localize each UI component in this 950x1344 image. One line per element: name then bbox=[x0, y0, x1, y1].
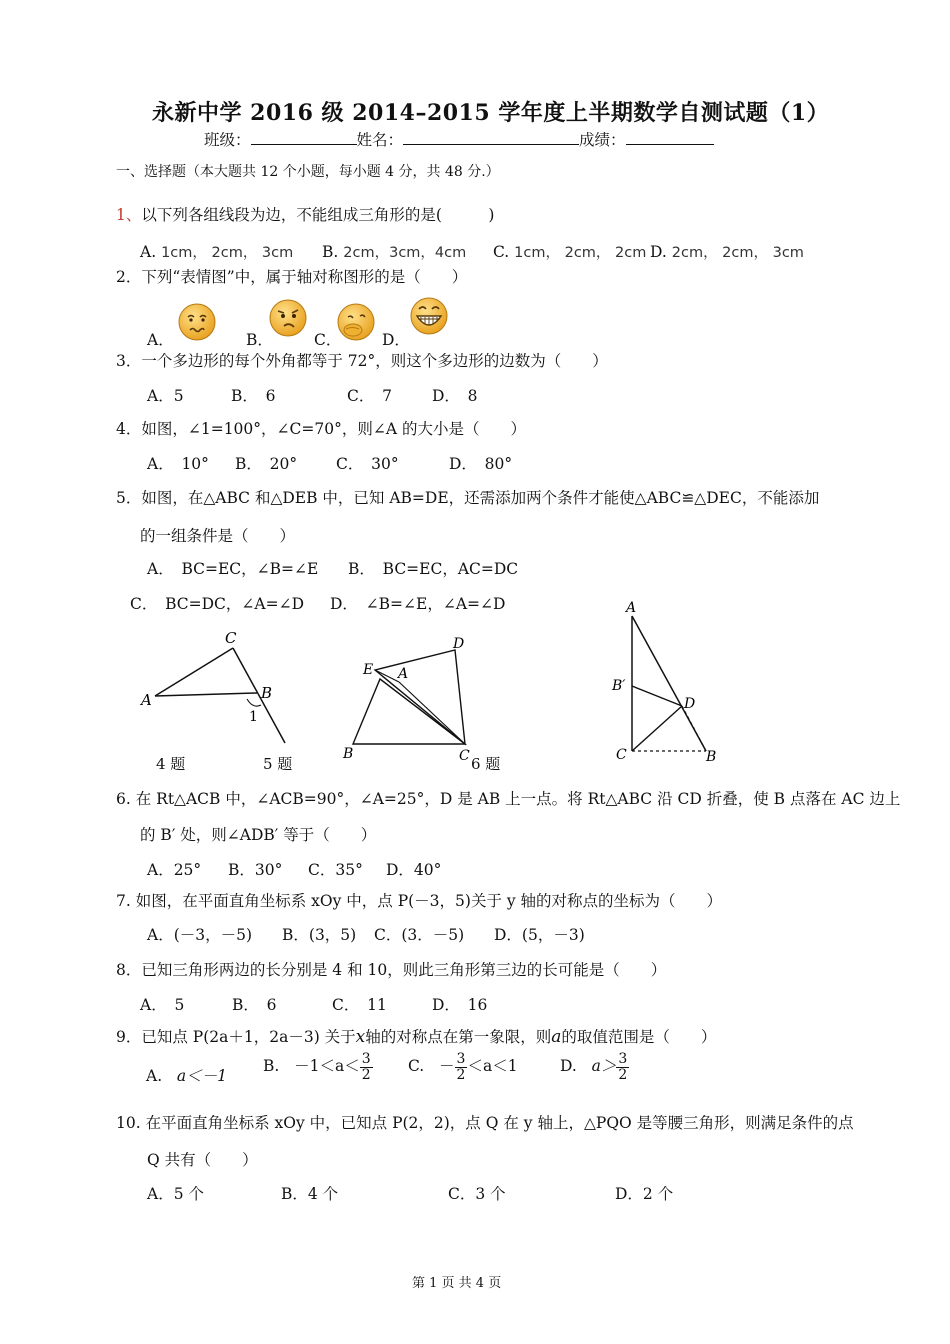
q4-option-d: D． 80° bbox=[449, 455, 513, 473]
q9-stem: 9．已知点 P(2a＋1，2a－3) 关于x轴的对称点在第一象限，则a的取值范围是（ ） bbox=[116, 1027, 717, 1047]
page-footer: 第 1 页 共 4 页 bbox=[412, 1276, 502, 1291]
figure-q5-caption: 5 题 bbox=[263, 755, 293, 773]
svg-text:B: B bbox=[261, 684, 273, 702]
q4-stem: 4．如图，∠1=100°，∠C=70°，则∠A 的大小是（ ） bbox=[116, 420, 526, 438]
q1-stem: 1、以下列各组线段为边，不能组成三角形的是( ) bbox=[116, 206, 495, 224]
figure-q6-caption: 6 题 bbox=[471, 755, 501, 773]
student-info-line bbox=[204, 128, 714, 150]
q1-option-a: A. 1cm， 2cm， 3cm bbox=[140, 243, 294, 261]
q7-option-c: C．(3．－5) bbox=[374, 926, 465, 944]
svg-text:B′: B′ bbox=[612, 678, 626, 694]
svg-text:D: D bbox=[453, 636, 465, 652]
q8-option-b: B． 6 bbox=[232, 996, 277, 1014]
svg-text:C: C bbox=[616, 747, 627, 763]
q8-option-c: C． 11 bbox=[332, 996, 387, 1014]
svg-text:E: E bbox=[363, 662, 374, 678]
q10-option-d: D．2 个 bbox=[615, 1185, 674, 1203]
q2-option-d: D． bbox=[382, 331, 410, 349]
hand-over-mouth-face-icon bbox=[336, 302, 376, 342]
svg-text:A: A bbox=[626, 600, 637, 616]
section-heading: 一、选择题（本大题共 12 个小题，每小题 4 分，共 48 分.） bbox=[116, 164, 500, 180]
q1-option-c: C. 1cm， 2cm， 2cm bbox=[493, 243, 647, 261]
q7-option-b: B．(3，5) bbox=[282, 926, 357, 944]
q9-option-c: C. － $\frac{3}{2}$ ＜a＜1 bbox=[408, 1051, 518, 1083]
q3-option-d: D． 8 bbox=[432, 387, 478, 405]
figure-q4-caption: 4 题 bbox=[156, 755, 186, 773]
class-label: 班级： bbox=[204, 131, 251, 149]
name-label: 姓名： bbox=[356, 131, 404, 149]
q9-option-b: B. －1＜a＜ $\frac{3}{2}$ bbox=[263, 1051, 371, 1083]
svg-text:B: B bbox=[706, 749, 717, 765]
q6-option-b: B．30° bbox=[228, 861, 283, 879]
q6-stem: 6. 在 Rt△ACB 中，∠ACB=90°，∠A=25°，D 是 AB 上一点。将 Rt△ABC 沿 CD 折叠，使 B 点落在 AC 边上 bbox=[116, 790, 901, 808]
page-title: 永新中学 2016 级 2014–2015 学年度上半期数学自测试题（1） bbox=[152, 100, 830, 126]
class-blank bbox=[251, 143, 357, 145]
svg-text:C: C bbox=[225, 629, 237, 647]
q4-option-b: B． 20° bbox=[235, 455, 298, 473]
q10-stem: 10. 在平面直角坐标系 xOy 中，已知点 P(2，2)，点 Q 在 y 轴上，△PQO 是等腰三角形，则满足条件的点 bbox=[116, 1114, 854, 1132]
q3-option-c: C． 7 bbox=[347, 387, 392, 405]
q7-option-a: A．(－3，－5) bbox=[147, 926, 253, 944]
q7-stem: 7. 如图，在平面直角坐标系 xOy 中，点 P(－3，5)关于 y 轴的对称点的坐标为（ ） bbox=[116, 892, 723, 910]
q6-option-d: D．40° bbox=[386, 861, 442, 879]
q4-option-a: A． 10° bbox=[147, 455, 209, 473]
q6-option-c: C．35° bbox=[308, 861, 363, 879]
q5-option-a: A． BC=EC，∠B=∠E bbox=[147, 560, 319, 578]
q5-option-d: D． ∠B=∠E，∠A=∠D bbox=[330, 595, 506, 613]
q10-option-c: C．3 个 bbox=[448, 1185, 506, 1203]
grinning-face-icon bbox=[409, 296, 449, 336]
q5-option-b: B． BC=EC，AC=DC bbox=[348, 560, 519, 578]
score-label: 成绩： bbox=[579, 131, 626, 149]
svg-text:1: 1 bbox=[249, 709, 258, 725]
q9-option-d: D. a＞ $\frac{3}{2}$ bbox=[560, 1051, 628, 1083]
q10-stem-cont: Q 共有（ ） bbox=[147, 1151, 258, 1169]
q6-option-a: A．25° bbox=[147, 861, 202, 879]
q1-option-d: D. 2cm， 2cm， 3cm bbox=[650, 243, 804, 261]
q2-option-a: A． bbox=[147, 331, 174, 349]
svg-text:D: D bbox=[684, 696, 696, 712]
figure-q6 bbox=[608, 598, 738, 768]
q8-option-a: A． 5 bbox=[140, 996, 185, 1014]
q1-option-b: B. 2cm，3cm，4cm bbox=[322, 243, 467, 261]
svg-text:B: B bbox=[343, 746, 354, 762]
q10-option-a: A．5 个 bbox=[147, 1185, 204, 1203]
q5-stem-cont: 的一组条件是（ ） bbox=[140, 527, 296, 545]
q5-stem: 5．如图，在△ABC 和△DEB 中，已知 AB=DE，还需添加两个条件才能使△ABC≌△DEC，不能添加 bbox=[116, 489, 820, 507]
q8-stem: 8．已知三角形两边的长分别是 4 和 10，则此三角形第三边的长可能是（ ） bbox=[116, 961, 667, 979]
q7-option-d: D．(5，－3) bbox=[494, 926, 585, 944]
name-blank bbox=[403, 143, 579, 145]
figure-q4 bbox=[135, 626, 305, 756]
q3-option-a: A．5 bbox=[147, 387, 184, 405]
thinking-face-icon bbox=[268, 298, 308, 338]
q2-option-c: C． bbox=[314, 331, 342, 349]
q4-option-c: C． 30° bbox=[336, 455, 399, 473]
q3-option-b: B． 6 bbox=[231, 387, 276, 405]
q2-option-b: B． bbox=[246, 331, 273, 349]
svg-text:A: A bbox=[398, 666, 409, 682]
worried-face-icon bbox=[177, 302, 217, 342]
q9-option-a: A. a＜－1 bbox=[146, 1067, 228, 1085]
figure-q5 bbox=[335, 632, 485, 767]
q3-stem: 3．一个多边形的每个外角都等于 72°，则这个多边形的边数为（ ） bbox=[116, 352, 608, 370]
q8-option-d: D． 16 bbox=[432, 996, 488, 1014]
q5-option-c: C． BC=DC，∠A=∠D bbox=[130, 595, 305, 613]
q2-stem: 2．下列“表情图”中，属于轴对称图形的是（ ） bbox=[116, 268, 468, 286]
score-blank bbox=[626, 143, 714, 145]
q1-number: 1、 bbox=[116, 206, 142, 224]
q6-stem-cont: 的 B′ 处，则∠ADB′ 等于（ ） bbox=[140, 826, 377, 844]
svg-text:A: A bbox=[141, 691, 152, 709]
svg-text:C: C bbox=[459, 748, 470, 764]
q10-option-b: B．4 个 bbox=[281, 1185, 339, 1203]
